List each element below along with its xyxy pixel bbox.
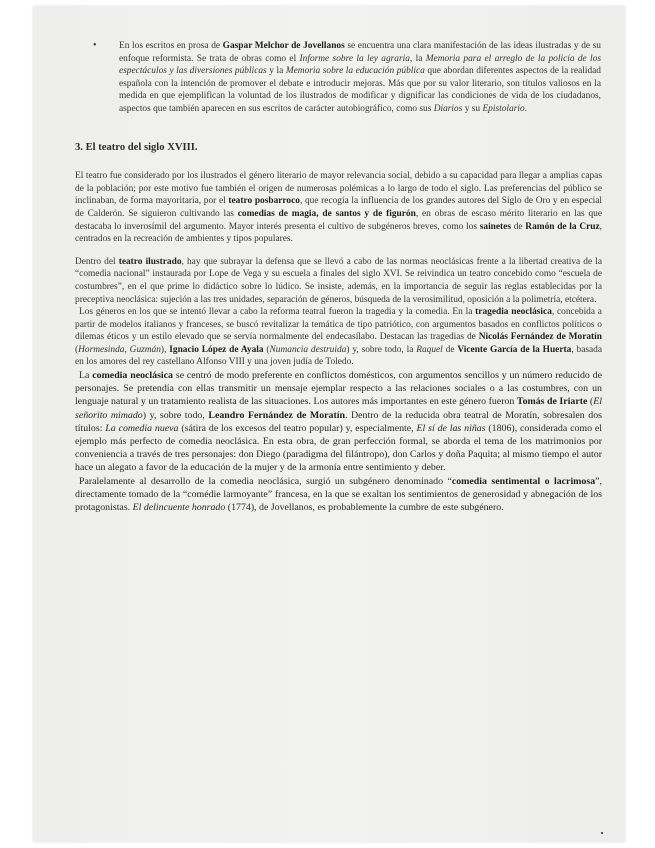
text-run: (1774), de Jovellanos, es probablemente la cumbre de este subgénero. — [225, 502, 504, 514]
emphasis: tragedia neoclásica — [475, 307, 552, 318]
work-title: Diarios — [433, 103, 463, 114]
bullet-icon: • — [93, 40, 97, 51]
emphasis: teatro ilustrado — [118, 256, 182, 267]
text-run: , concebida a partir de modelos italianos y franceses, se buscó revitalizar la temática de tipo patriótico, con argumentos basados en conflictos políticos o dilemas éticos y un estilo elevado que se servía normalmente del endecasílabo. Destacan las tragedias de — [75, 307, 602, 343]
text-run: , centrados en la recreación de ambientes y tipos populares. — [75, 221, 602, 245]
paragraph-comedia — [75, 369, 602, 475]
text-run: Dentro del — [75, 256, 119, 267]
text-run: ”, directamente tomado de la “comédie larmoyante” francesa, en la que se exaltan los sentimientos de generosidad y abnegación de los protagonistas. — [75, 475, 602, 514]
work-title: Informe sobre la ley agraria — [299, 53, 410, 64]
text-run: ( — [263, 344, 270, 355]
text-run: ( — [587, 396, 594, 408]
work-title: Memoria sobre la educación pública — [285, 66, 425, 77]
text-run: . Dentro de la reducida obra teatral de Moratín, sobresalen dos títulos: — [75, 409, 603, 434]
work-title: El delincuente honrado — [132, 502, 226, 514]
author-name: Ramón de la Cruz — [525, 221, 600, 232]
text-run: que abordan diferentes aspectos de la realidad española con la intención de promover el debate e introducir mejoras. Más que por su valor literario, son títulos valiosos en la medida en que ejemplifican la voluntad de los ilustrados de modificar y dignificar las condiciones de vida de los ciudadanos, aspectos que también aparecen en sus escritos de carácter autobiográfico, como sus — [119, 66, 601, 114]
emphasis: teatro posbarroco — [228, 196, 300, 207]
emphasis: comedia neoclásica — [92, 370, 173, 382]
text-run: y la — [266, 66, 286, 77]
text-run: (1806), considerada como el ejemplo más perfecto de comedia neoclásica. En esta obra, de gran perfección formal, se aborda el tema de los matrimonios por conveniencia a través de tres personajes: don Diego (paradigma del filántropo), don Carlos y doña Paquita; al mismo tiempo el autor hace un alegato a favor de la educación de la mujer y de la armonía entre sentimiento y deber. — [75, 422, 602, 474]
paragraph-jovellanos-text — [119, 40, 601, 116]
work-title: El sí de las niñas — [416, 422, 486, 434]
text-run: , hay que subrayar la defensa que se llevó a cabo de las normas neoclásicas frente a la libertad creativa de la “comedia nacional” instaurada por Lope de Vega y su escuela a finales del siglo XVI. Se reivindica un teatro concebido como “escuela de costumbres”, en el que prime lo didáctico sobre lo lúdico. Se insiste, además, en la importancia de seguir las reglas establecidas por la preceptiva neoclásica: sujeción a las tres unidades, separación de géneros, búsqueda de la verosimilitud, oposición a la polimetría, etcétera. — [75, 256, 602, 305]
paragraph-teatro-general — [75, 170, 602, 246]
author-name: Ignacio López de Ayala — [169, 344, 264, 355]
work-title: Memoria para el arreglo de la policía de los espectáculos y las diversiones públicas — [119, 53, 601, 77]
emphasis: comedia sentimental o lacrimosa — [451, 475, 596, 487]
text-run: . — [524, 103, 527, 114]
document-page — [33, 6, 625, 842]
text-run: ) y, sobre todo, la — [346, 344, 417, 355]
text-run: Los géneros en los que se intentó llevar a cabo la reforma teatral fueron la tragedia y la comedia. En la — [79, 307, 476, 318]
work-title: Raquel — [416, 344, 443, 355]
paragraph-comedia-sentimental — [75, 475, 602, 515]
work-title: La comedia nueva — [105, 422, 179, 434]
text-run: y su — [462, 103, 483, 114]
work-title: El señorito mimado — [75, 396, 603, 421]
text-run: se centró de modo preferente en conflictos domésticos, con argumentos sencillos y un número reducido de personajes. Se pretendía con ellas transmitir un mensaje ejemplar respecto a las relaciones sociales o a las costumbres, con un lenguaje natural y un tratamiento realista de las situaciones. Los autores más importantes en este género fueron — [75, 370, 602, 408]
text-run: , en obras de escaso mérito literario en las que destacaba lo inverosímil del argumento. Mayor interés presenta el cultivo de subgéneros breves, como los — [75, 208, 602, 232]
author-name: Leandro Fernández de Moratín — [208, 409, 346, 421]
emphasis: sainetes — [479, 221, 511, 232]
text-run: La — [79, 370, 93, 382]
bullet-paragraph-jovellanos — [93, 40, 601, 116]
text-run: ) y, sobre todo, — [142, 409, 209, 421]
author-name: Tomás de Iriarte — [516, 396, 588, 408]
work-title: Numancia destruida — [269, 344, 347, 355]
author-name: Gaspar Melchor de Jovellanos — [222, 41, 345, 51]
author-name: Vicente García de la Huerta — [457, 344, 572, 355]
emphasis: comedias de magia, de santos y de figurón — [237, 208, 416, 219]
text-run: de — [510, 221, 526, 232]
text-run: ), — [160, 344, 170, 355]
section-heading: 3. El teatro del siglo XVIII. — [75, 141, 198, 153]
text-run: Paralelamente al desarrollo de la comedia neoclásica, surgió un subgénero denominado “ — [79, 475, 452, 487]
work-title: Hormesinda, Guzmán — [78, 344, 161, 355]
text-run: , basada en los amores del rey castellano Alfonso VIII y una joven judía de Toledo. — [75, 344, 603, 368]
page-mark — [601, 832, 603, 834]
author-name: Nicolás Fernández de Moratín — [478, 332, 602, 343]
text-run: se encuentra una clara manifestación de las ideas ilustradas y de su enfoque reformista. Se trata de obras como el — [119, 41, 601, 64]
page-content — [75, 40, 602, 514]
text-run: (sátira de los excesos del teatro popular) y, especialmente, — [178, 422, 417, 434]
text-run: ( — [75, 344, 79, 355]
work-title: Epistolario — [482, 103, 525, 114]
text-run: El teatro fue considerado por los ilustrados el género literario de mayor relevancia social, debido a su capacidad para llegar a amplias capas de la población; por este motivo fue también el origen de numerosas polémicas a lo largo de todo el siglo. Las preferencias del público se inclinaban, de forma mayoritaria, por el — [75, 171, 602, 207]
text-run: , que recogía la influencia de los grandes autores del Siglo de Oro y en especial de Calderón. Se siguieron cultivando las — [75, 196, 602, 219]
text-run: , la — [409, 53, 426, 64]
paragraph-teatro-ilustrado — [75, 256, 602, 306]
paragraph-gap — [75, 246, 602, 256]
text-run: de — [442, 344, 458, 355]
paragraph-tragedia — [75, 306, 602, 369]
text-run: En los escritos en prosa de — [119, 41, 223, 51]
